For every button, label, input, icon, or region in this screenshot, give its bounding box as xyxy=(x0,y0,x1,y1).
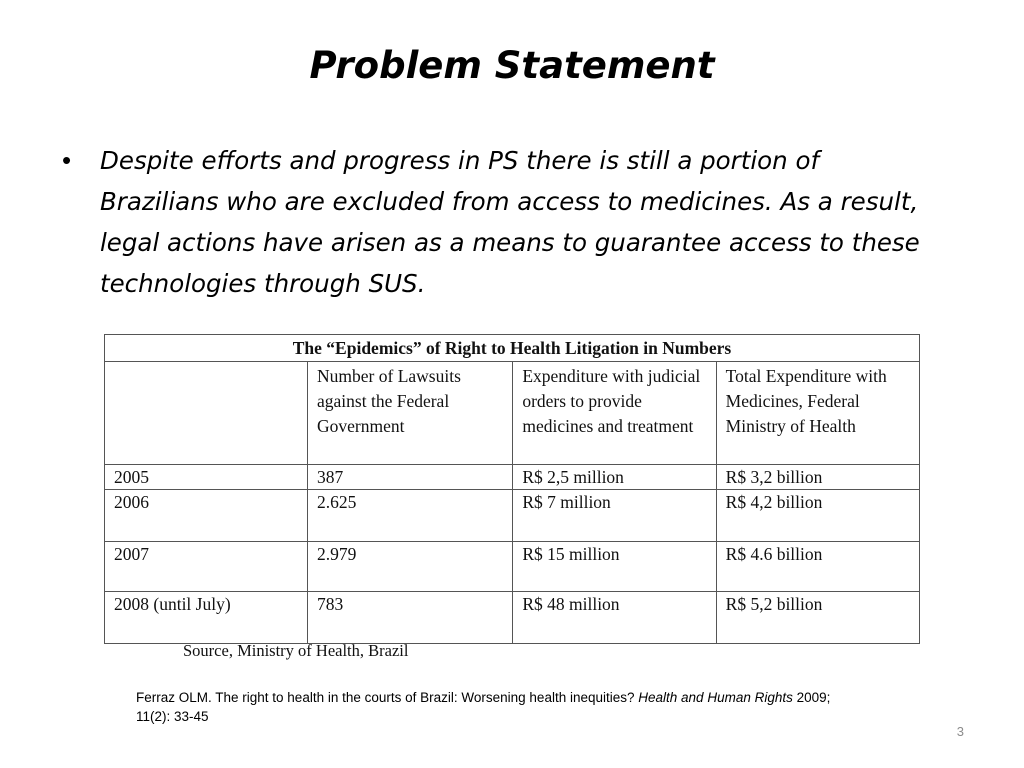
cell-total-expenditure: R$ 4.6 billion xyxy=(716,542,919,592)
cell-total-expenditure: R$ 4,2 billion xyxy=(716,490,919,542)
reference-text: Ferraz OLM. The right to health in the courts of Brazil: Worsening health inequities? xyxy=(136,690,639,705)
cell-year: 2008 (until July) xyxy=(105,592,308,644)
table-header-row xyxy=(105,362,920,465)
cell-year: 2005 xyxy=(105,465,308,490)
cell-lawsuits: 2.979 xyxy=(308,542,513,592)
cell-judicial-expenditure: R$ 2,5 million xyxy=(513,465,716,490)
header-cell-lawsuits: Number of Lawsuits against the Federal Government xyxy=(308,362,513,465)
cell-judicial-expenditure: R$ 48 million xyxy=(513,592,716,644)
table-caption-row xyxy=(105,335,920,362)
table-row xyxy=(105,465,920,490)
bullet-text: Despite efforts and progress in PS there is still a portion of Brazilians who are excluded from access to medicines. As a result, legal actions have arisen as a means to guarantee access to these technologies through SUS. xyxy=(100,146,920,298)
bullet-marker: • xyxy=(62,145,72,175)
cell-judicial-expenditure: R$ 15 million xyxy=(513,542,716,592)
table-row xyxy=(105,592,920,644)
cell-total-expenditure: R$ 3,2 billion xyxy=(716,465,919,490)
header-cell-judicial-expenditure: Expenditure with judicial orders to provide medicines and treatment xyxy=(513,362,716,465)
cell-lawsuits: 2.625 xyxy=(308,490,513,542)
litigation-table-container xyxy=(104,334,920,644)
cell-year: 2006 xyxy=(105,490,308,542)
table-caption: The “Epidemics” of Right to Health Litigation in Numbers xyxy=(105,335,920,362)
table-row xyxy=(105,490,920,542)
reference-citation xyxy=(136,688,836,726)
table-source-note: Source, Ministry of Health, Brazil xyxy=(183,641,409,660)
table-row xyxy=(105,542,920,592)
cell-year: 2007 xyxy=(105,542,308,592)
header-cell-total-expenditure: Total Expenditure with Medicines, Federal Ministry of Health xyxy=(716,362,919,465)
header-cell-year xyxy=(105,362,308,465)
reference-journal: Health and Human Rights xyxy=(638,690,793,705)
cell-lawsuits: 387 xyxy=(308,465,513,490)
litigation-table xyxy=(104,334,920,644)
cell-lawsuits: 783 xyxy=(308,592,513,644)
cell-total-expenditure: R$ 5,2 billion xyxy=(716,592,919,644)
slide-title: Problem Statement xyxy=(309,44,715,87)
cell-judicial-expenditure: R$ 7 million xyxy=(513,490,716,542)
reference-volume: 2009; 11(2): 33-45 xyxy=(136,690,831,724)
slide-number: 3 xyxy=(956,724,964,739)
